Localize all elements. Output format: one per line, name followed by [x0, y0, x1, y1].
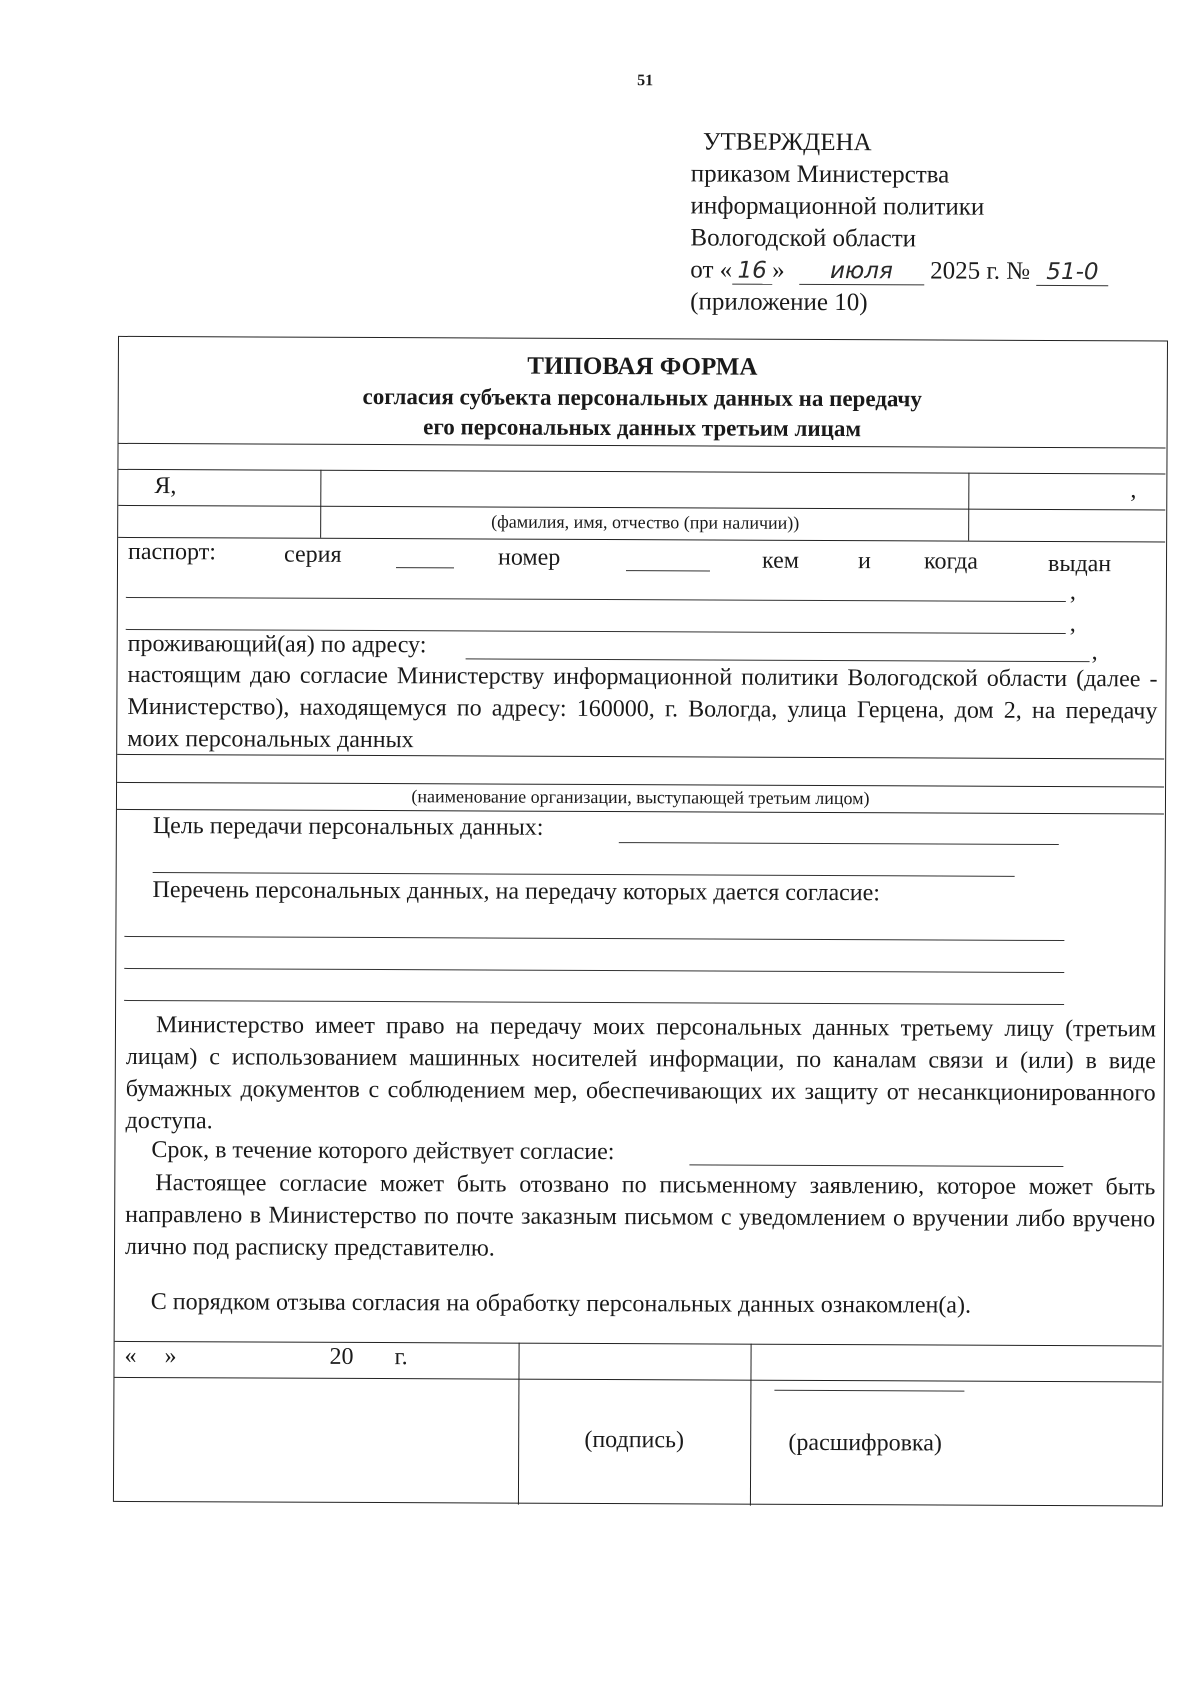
comma: ,	[1069, 579, 1076, 606]
approval-heading: УТВЕРЖДЕНА	[702, 128, 872, 157]
passport-issued-by: кем	[761, 547, 799, 574]
page-number: 51	[637, 72, 654, 90]
org-caption: (наименование организации, выступающей третьим лицом)	[411, 786, 870, 809]
form-subtitle-1: согласия субъекта персональных данных на передачу	[362, 383, 922, 412]
handwritten-day: 16	[732, 258, 772, 285]
passport-when: когда	[923, 548, 979, 575]
approval-line-1: приказом Министерства	[690, 160, 950, 189]
residing-label: проживающий(ая) по адресу:	[127, 630, 427, 659]
signature-caption: (подпись)	[584, 1426, 685, 1454]
date-g: г.	[394, 1344, 408, 1371]
purpose-blank	[153, 872, 1015, 877]
approval-line-2: информационной политики	[690, 192, 985, 221]
date-year: 20	[329, 1343, 354, 1370]
acknowledge-text: С порядком отзыва согласия на обработку персональных данных ознакомлен(а).	[150, 1289, 972, 1319]
consent-paragraph	[127, 659, 1157, 759]
term-label: Срок, в течение которого действует согласие:	[151, 1137, 615, 1166]
divider	[114, 1377, 1161, 1383]
list-label: Перечень персональных данных, на передачу которых дается согласие:	[152, 877, 881, 907]
decryption-caption: (расшифровка)	[788, 1429, 942, 1457]
divider	[118, 505, 1165, 511]
consent-form	[113, 336, 1168, 1507]
list-blank	[124, 936, 1064, 941]
handwritten-order-number: 51-0	[1036, 259, 1108, 286]
approval-line-3: Вологодской области	[690, 224, 917, 253]
number-blank	[626, 570, 710, 571]
approval-block	[690, 126, 1109, 320]
form-title: ТИПОВАЯ ФОРМА	[527, 352, 758, 381]
divider	[750, 1344, 752, 1506]
divider	[518, 1343, 520, 1505]
divider	[968, 473, 969, 541]
revoke-paragraph	[125, 1167, 1155, 1267]
passport-issue-blank	[126, 597, 1066, 602]
divider	[115, 1341, 1162, 1347]
date-year: 2025 г. №	[930, 257, 1031, 285]
divider	[119, 443, 1166, 449]
passport-and: и	[857, 548, 871, 575]
approval-date-line	[690, 254, 1108, 288]
divider	[118, 537, 1165, 543]
rights-paragraph	[126, 1009, 1157, 1141]
passport-number-label: номер	[497, 544, 561, 571]
revoke-text: Настоящее согласие может быть отозвано по письменному заявлению, которое может быть направлено в Министерство по почте заказным письмом с уведомлением о вручении либо вручено лично под расписку представителю.	[124, 1170, 1156, 1262]
list-blank	[124, 968, 1064, 973]
purpose-blank	[619, 842, 1059, 845]
fio-comma: ,	[1130, 477, 1137, 504]
i-label: Я,	[154, 473, 177, 500]
series-blank	[396, 567, 454, 568]
term-blank	[689, 1164, 1063, 1167]
handwritten-month: июля	[799, 258, 924, 286]
divider	[118, 469, 1165, 475]
appendix-label: (приложение 10)	[690, 288, 868, 317]
date-prefix: от «	[690, 256, 733, 284]
comma: ,	[1069, 611, 1076, 638]
passport-series-label: серия	[283, 541, 342, 568]
comma: ,	[1091, 639, 1098, 666]
date-open-quote: «	[124, 1342, 137, 1369]
passport-label: паспорт:	[128, 538, 216, 566]
decryption-blank	[774, 1390, 964, 1392]
purpose-label: Цель передачи персональных данных:	[152, 813, 544, 841]
date-close-quote: »	[164, 1343, 177, 1370]
consent-text: настоящим даю согласие Министерству информационной политики Вологодской области (далее - Министерство), находящемуся по адресу: 160000, г. Вологда, улица Герцена, дом 2, на передачу моих персональных данных	[127, 661, 1158, 754]
date-suffix: »	[772, 256, 785, 284]
fio-caption: (фамилия, имя, отчество (при наличии))	[491, 511, 800, 533]
list-blank	[124, 1000, 1064, 1005]
rights-text: Министерство имеет право на передачу моих персональных данных третьему лицу (третьим лицам) с использованием машинных носителей информации, по каналам связи и (или) в виде бумажных документов с соблюдением мер, обеспечивающих их защиту от несанкционированного доступа.	[125, 1012, 1157, 1135]
form-subtitle-2: его персональных данных третьим лицам	[423, 414, 862, 442]
passport-issued: выдан	[1047, 550, 1112, 578]
